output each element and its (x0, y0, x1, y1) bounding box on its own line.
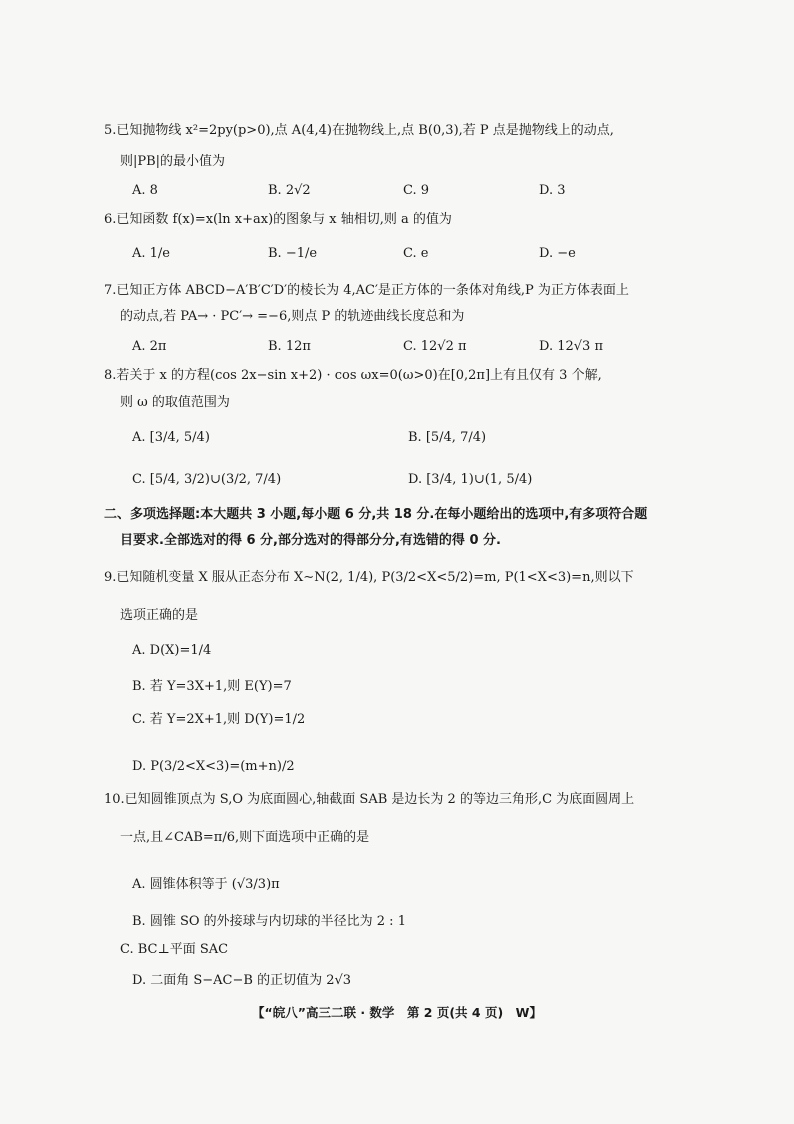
q7-option-a: A. 2π (132, 339, 167, 354)
q6-option-a: A. 1/e (132, 246, 170, 261)
q10-option-a: A. 圆锥体积等于 (√3/3)π (132, 877, 280, 892)
q9-option-d: D. P(3/2<X<3)=(m+n)/2 (132, 759, 295, 774)
page-footer: 【“皖八”高三二联 · 数学 第 2 页(共 4 页) W】 (252, 1005, 542, 1020)
q8-option-b: B. [5/4, 7/4) (408, 430, 487, 445)
q9-stem-line2: 选项正确的是 (120, 608, 199, 623)
q10-stem-line1: 10.已知圆锥顶点为 S,O 为底面圆心,轴截面 SAB 是边长为 2 的等边三角形,C 为底面圆周上 (104, 792, 635, 807)
q7-stem-line2: 的动点,若 PA→ · PC′→ =−6,则点 P 的轨迹曲线长度总和为 (120, 309, 465, 324)
q5-option-c: C. 9 (403, 183, 430, 198)
q5-stem-line2: 则|PB|的最小值为 (120, 154, 226, 169)
q10-option-c: C. BC⊥平面 SAC (120, 942, 229, 957)
q5-option-d: D. 3 (539, 183, 566, 198)
q9-stem-line1: 9.已知随机变量 X 服从正态分布 X∼N(2, 1/4), P(3/2<X<5/2)=m, P(1<X<3)=n,则以下 (104, 570, 634, 585)
q5-option-a: A. 8 (132, 183, 158, 198)
section2-instructions-line2: 目要求.全部选对的得 6 分,部分选对的得部分分,有选错的得 0 分. (120, 533, 501, 548)
q8-option-c: C. [5/4, 3/2)∪(3/2, 7/4) (132, 472, 282, 487)
q9-option-b: B. 若 Y=3X+1,则 E(Y)=7 (132, 679, 292, 694)
q6-option-b: B. −1/e (268, 246, 318, 261)
q7-option-d: D. 12√3 π (539, 339, 603, 354)
q5-option-b: B. 2√2 (268, 183, 311, 198)
q8-option-a: A. [3/4, 5/4) (132, 430, 210, 445)
section2-instructions-line1: 二、多项选择题:本大题共 3 小题,每小题 6 分,共 18 分.在每小题给出的选项中,有多项符合题 (104, 507, 648, 522)
q8-option-d: D. [3/4, 1)∪(1, 5/4) (408, 472, 533, 487)
q9-option-c: C. 若 Y=2X+1,则 D(Y)=1/2 (132, 712, 306, 727)
q8-stem-line2: 则 ω 的取值范围为 (120, 395, 230, 410)
q7-option-c: C. 12√2 π (403, 339, 467, 354)
q7-stem-line1: 7.已知正方体 ABCD−A′B′C′D′的棱长为 4,AC′是正方体的一条体对角线,P 为正方体表面上 (104, 283, 629, 298)
q5-stem-line1: 5.已知抛物线 x²=2py(p>0),点 A(4,4)在抛物线上,点 B(0,3),若 P 点是抛物线上的动点, (104, 123, 614, 138)
q6-stem: 6.已知函数 f(x)=x(ln x+ax)的图象与 x 轴相切,则 a 的值为 (104, 212, 452, 227)
q7-option-b: B. 12π (268, 339, 311, 354)
q6-option-d: D. −e (539, 246, 576, 261)
q10-stem-line2: 一点,且∠CAB=π/6,则下面选项中正确的是 (120, 830, 370, 845)
q10-option-b: B. 圆锥 SO 的外接球与内切球的半径比为 2 : 1 (132, 914, 406, 929)
q6-option-c: C. e (403, 246, 429, 261)
q10-option-d: D. 二面角 S−AC−B 的正切值为 2√3 (132, 973, 352, 988)
q9-option-a: A. D(X)=1/4 (132, 643, 212, 658)
q8-stem-line1: 8.若关于 x 的方程(cos 2x−sin x+2) · cos ωx=0(ω>0)在[0,2π]上有且仅有 3 个解, (104, 368, 602, 383)
